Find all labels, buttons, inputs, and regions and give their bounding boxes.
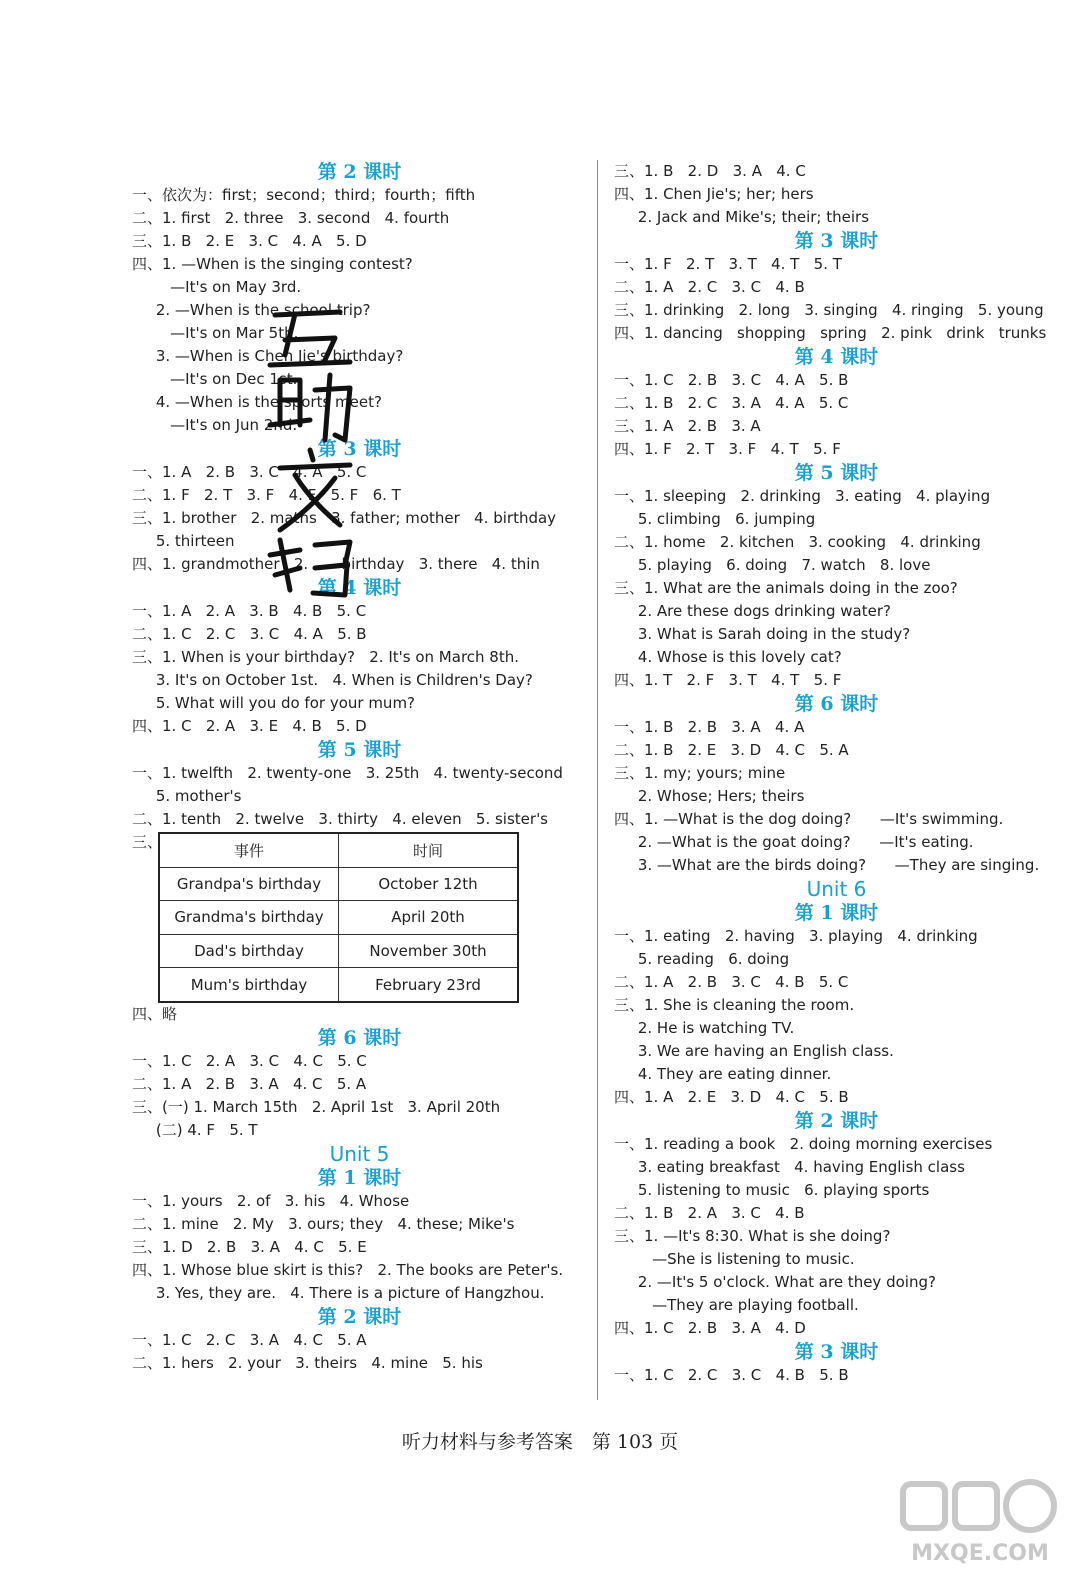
answer-line: 三、1. my; yours; mine — [614, 764, 786, 782]
answer-line: 二、1. home 2. kitchen 3. cooking 4. drinking — [614, 533, 981, 551]
answer-line: —They are playing football. — [614, 1296, 859, 1314]
answer-line: 二、1. tenth 2. twelve 3. thirty 4. eleven 5. sister's — [132, 810, 549, 828]
answer-line: 四、1. —What is the dog doing? —It's swimming. — [614, 810, 1004, 828]
answer-line: 二、1. B 2. C 3. A 4. A 5. C — [614, 394, 849, 412]
answer-line: 一、依次为：first；second；third；fourth；fifth — [132, 186, 476, 204]
lesson-heading: 第 6 课时 — [317, 1027, 402, 1049]
answer-line: 3. —What are the birds doing? —They are singing. — [614, 856, 1040, 874]
answer-line: 二、1. mine 2. My 3. ours; they 4. these; Mike's — [132, 1215, 515, 1233]
answer-line: 2. Jack and Mike's; their; theirs — [614, 208, 870, 226]
answer-line: 4. Whose is this lovely cat? — [614, 648, 842, 666]
answer-line: 2. —When is the school trip? — [132, 301, 371, 319]
answer-line: 三、1. drinking 2. long 3. singing 4. ringing 5. young — [614, 301, 1044, 319]
lesson-heading: 第 5 课时 — [317, 739, 402, 761]
answer-line: 三、(一) 1. March 15th 2. April 1st 3. April 20th — [132, 1098, 501, 1116]
answer-line: 一、1. reading a book 2. doing morning exercises — [614, 1135, 993, 1153]
lesson-heading: 第 3 课时 — [794, 230, 879, 252]
answer-line: 二、1. F 2. T 3. F 4. F 5. F 6. T — [132, 486, 401, 504]
site-logo-watermark — [895, 1478, 1065, 1568]
answer-line: 三、1. B 2. E 3. C 4. A 5. D — [132, 232, 367, 250]
answer-line: 二、1. B 2. A 3. C 4. B — [614, 1204, 805, 1222]
answer-line: 3. We are having an English class. — [614, 1042, 894, 1060]
lesson-heading: 第 1 课时 — [317, 1167, 402, 1189]
answer-line: 二、1. A 2. B 3. C 4. B 5. C — [614, 973, 849, 991]
column-divider — [597, 160, 598, 1400]
handwritten-watermark — [255, 300, 365, 600]
answer-line: 2. Whose; Hers; theirs — [614, 787, 805, 805]
answer-line: 一、1. sleeping 2. drinking 3. eating 4. playing — [614, 487, 991, 505]
answer-line: 3. eating breakfast 4. having English class — [614, 1158, 965, 1176]
answer-line: —It's on Mar 5th. — [132, 324, 299, 342]
lesson-heading: 第 6 课时 — [794, 693, 879, 715]
unit-heading: Unit 5 — [329, 1142, 390, 1166]
unit-heading: Unit 6 — [806, 877, 867, 901]
answer-line: 3. Yes, they are. 4. There is a picture of Hangzhou. — [132, 1284, 545, 1302]
answer-line: 二、1. first 2. three 3. second 4. fourth — [132, 209, 450, 227]
answer-line: 5. reading 6. doing — [614, 950, 790, 968]
lesson-heading: 第 2 课时 — [317, 161, 402, 183]
answer-line: 3. It's on October 1st. 4. When is Children's Day? — [132, 671, 533, 689]
answer-line: 三、1. She is cleaning the room. — [614, 996, 855, 1014]
right-column — [614, 160, 1059, 1387]
answer-line: 2. He is watching TV. — [614, 1019, 795, 1037]
answer-line: 三、1. A 2. B 3. A — [614, 417, 761, 435]
lesson-heading: 第 2 课时 — [794, 1110, 879, 1132]
answer-line: 三、1. When is your birthday? 2. It's on March 8th. — [132, 648, 520, 666]
answer-line: 二、1. hers 2. your 3. theirs 4. mine 5. his — [132, 1354, 483, 1372]
birthday-table — [158, 832, 519, 1003]
table-cell: Mum's birthday — [159, 968, 339, 1002]
table-cell: April 20th — [339, 901, 519, 935]
answer-line: 三、1. —It's 8:30. What is she doing? — [614, 1227, 891, 1245]
table-cell: Grandpa's birthday — [159, 867, 339, 901]
answer-line: 3. —When is Chen Jie's birthday? — [132, 347, 404, 365]
answer-line: 四、1. —When is the singing contest? — [132, 255, 413, 273]
answer-line: 一、1. C 2. A 3. C 4. C 5. C — [132, 1052, 367, 1070]
answer-line: 5. mother's — [132, 787, 242, 805]
answer-line: 5. playing 6. doing 7. watch 8. love — [614, 556, 931, 574]
answer-line: 三、1. brother 2. maths 3. father; mother 4. birthday — [132, 509, 557, 527]
answer-line: 5. thirteen — [132, 532, 235, 550]
svg-text:MXQE.COM: MXQE.COM — [911, 1541, 1049, 1566]
answer-line: 四、略 — [132, 1005, 178, 1023]
table-row — [159, 968, 518, 1002]
answer-line: 一、1. B 2. B 3. A 4. A — [614, 718, 805, 736]
answer-line: 四、1. grandmother 2. ... birthday 3. there 4. thin — [132, 555, 540, 573]
table-cell: February 23rd — [339, 968, 519, 1002]
answer-line: 四、1. T 2. F 3. T 4. T 5. F — [614, 671, 842, 689]
page-footer: 听力材料与参考答案 第 103 页 — [401, 1431, 679, 1453]
lesson-heading: 第 4 课时 — [794, 346, 879, 368]
answer-line: 4. They are eating dinner. — [614, 1065, 832, 1083]
answer-line: 四、1. dancing shopping spring 2. pink drink trunks — [614, 324, 1047, 342]
answer-line: 三、1. What are the animals doing in the zoo? — [614, 579, 958, 597]
answer-line: 二、1. B 2. E 3. D 4. C 5. A — [614, 741, 849, 759]
lesson-heading: 第 3 课时 — [317, 438, 402, 460]
answer-table-block — [132, 831, 587, 1003]
table-row — [159, 901, 518, 935]
answer-line: (二) 4. F 5. T — [132, 1121, 258, 1139]
answer-line: 一、1. C 2. C 3. C 4. B 5. B — [614, 1366, 849, 1384]
answer-line: 5. listening to music 6. playing sports — [614, 1181, 930, 1199]
lesson-heading: 第 5 课时 — [794, 462, 879, 484]
answer-line: 3. What is Sarah doing in the study? — [614, 625, 911, 643]
table-row — [159, 867, 518, 901]
answer-line: —She is listening to music. — [614, 1250, 855, 1268]
table-cell: October 12th — [339, 867, 519, 901]
table-cell: Grandma's birthday — [159, 901, 339, 935]
answer-line: 四、1. A 2. E 3. D 4. C 5. B — [614, 1088, 849, 1106]
answer-line: 一、1. eating 2. having 3. playing 4. drinking — [614, 927, 978, 945]
table-cell: November 30th — [339, 934, 519, 968]
table-header-row — [159, 833, 518, 867]
answer-line: 四、1. Chen Jie's; her; hers — [614, 185, 814, 203]
answer-line: 2. Are these dogs drinking water? — [614, 602, 891, 620]
answer-line: 一、1. A 2. B 3. C 4. A 5. C — [132, 463, 367, 481]
question-label: 三、 — [132, 833, 163, 851]
table-header-cell: 时间 — [339, 833, 519, 867]
answer-line: 四、1. Whose blue skirt is this? 2. The books are Peter's. — [132, 1261, 564, 1279]
answer-line: 四、1. C 2. B 3. A 4. D — [614, 1319, 806, 1337]
answer-line: 三、1. B 2. D 3. A 4. C — [614, 162, 806, 180]
answer-line: —It's on Jun 2nd. — [132, 416, 298, 434]
lesson-heading: 第 3 课时 — [794, 1341, 879, 1363]
answer-line: 一、1. F 2. T 3. T 4. T 5. T — [614, 255, 842, 273]
answer-line: 三、1. D 2. B 3. A 4. C 5. E — [132, 1238, 367, 1256]
answer-line: 2. —It's 5 o'clock. What are they doing? — [614, 1273, 936, 1291]
answer-line: 4. —When is the sports meet? — [132, 393, 382, 411]
answer-line: 二、1. C 2. C 3. C 4. A 5. B — [132, 625, 367, 643]
answer-line: 一、1. twelfth 2. twenty-one 3. 25th 4. twenty-second — [132, 764, 563, 782]
answer-line: 一、1. C 2. B 3. C 4. A 5. B — [614, 371, 849, 389]
answer-line: 二、1. A 2. C 3. C 4. B — [614, 278, 805, 296]
answer-line: 5. climbing 6. jumping — [614, 510, 816, 528]
answer-line: 四、1. C 2. A 3. E 4. B 5. D — [132, 717, 367, 735]
answer-line: 一、1. yours 2. of 3. his 4. Whose — [132, 1192, 410, 1210]
answer-line: 5. What will you do for your mum? — [132, 694, 416, 712]
lesson-heading: 第 1 课时 — [794, 902, 879, 924]
table-header-cell: 事件 — [159, 833, 339, 867]
answer-line: 2. —What is the goat doing? —It's eating. — [614, 833, 974, 851]
answer-line: 一、1. C 2. C 3. A 4. C 5. A — [132, 1331, 367, 1349]
answer-line: 一、1. A 2. A 3. B 4. B 5. C — [132, 602, 367, 620]
answer-line: 四、1. F 2. T 3. F 4. T 5. F — [614, 440, 841, 458]
lesson-heading: 第 2 课时 — [317, 1306, 402, 1328]
table-cell: Dad's birthday — [159, 934, 339, 968]
answer-line: —It's on Dec 1st. — [132, 370, 298, 388]
lesson-heading: 第 4 课时 — [317, 577, 402, 599]
answer-line: 二、1. A 2. B 3. A 4. C 5. A — [132, 1075, 367, 1093]
table-row — [159, 934, 518, 968]
answer-line: —It's on May 3rd. — [132, 278, 302, 296]
